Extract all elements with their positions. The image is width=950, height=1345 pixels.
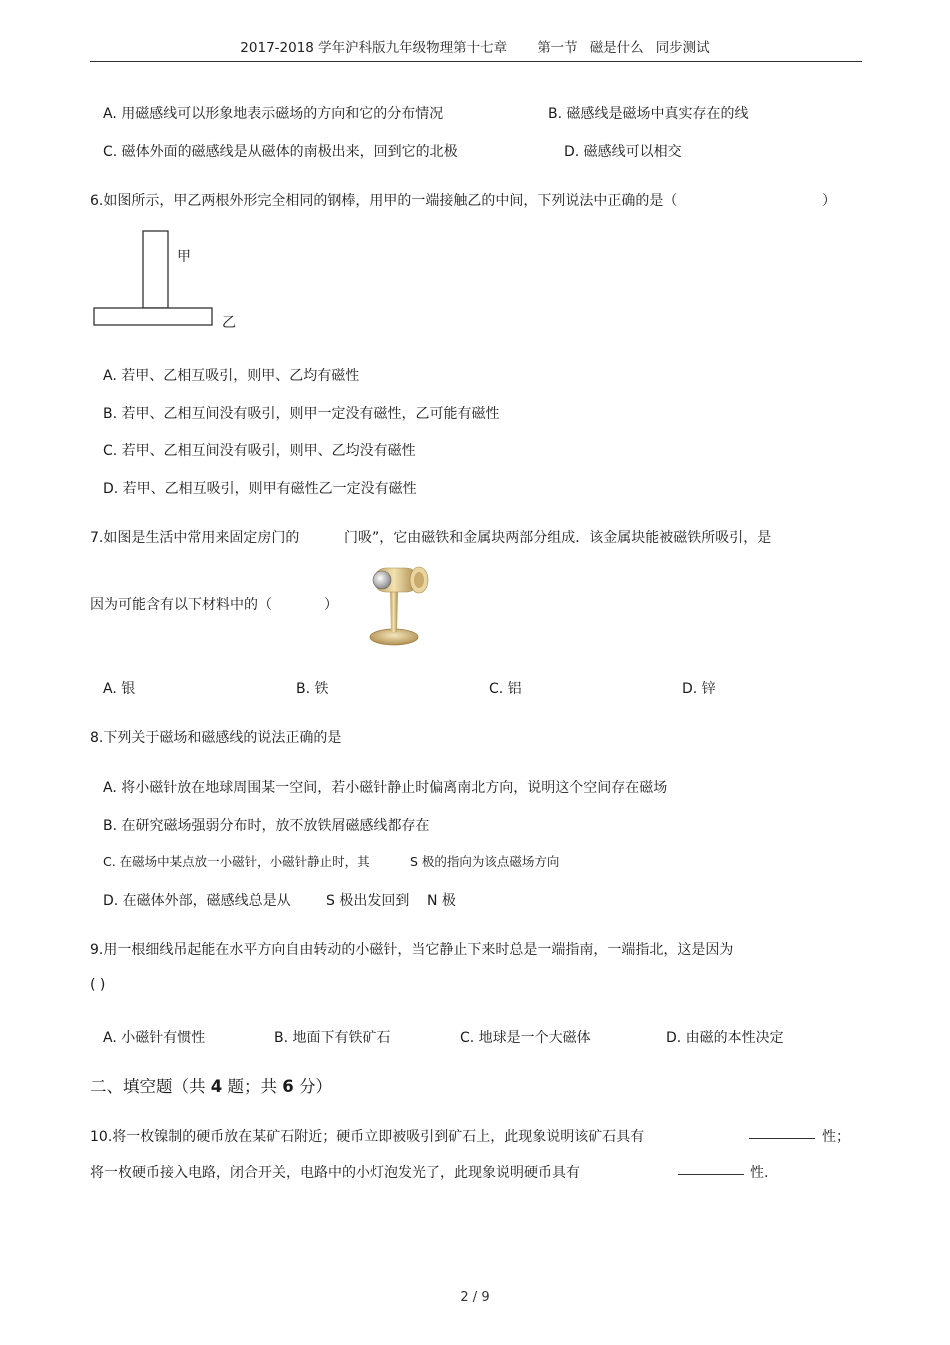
door-stop-icon bbox=[360, 556, 436, 650]
q9-option-c: C. 地球是一个大磁体 bbox=[460, 1030, 591, 1046]
rod-jia bbox=[143, 231, 168, 308]
q5-option-a: A. 用磁感线可以形象地表示磁场的方向和它的分布情况 bbox=[103, 106, 444, 122]
section-heading-pre: 二、填空题（共 bbox=[90, 1077, 206, 1096]
page-number: 2 / 9 bbox=[460, 1290, 490, 1305]
q6-option-d: D. 若甲、乙相互吸引，则甲有磁性乙一定没有磁性 bbox=[103, 481, 417, 497]
q8-option-c-part2: S 极的指向为该点磁场方向 bbox=[410, 854, 560, 869]
q7-stem-part2: 门吸”，它由磁铁和金属块两部分组成．该金属块能被磁铁所吸引，是 bbox=[344, 530, 772, 546]
door-stop-image bbox=[360, 556, 436, 650]
q6-stem: 6.如图所示，甲乙两根外形完全相同的钢棒，用甲的一端接触乙的中间，下列说法中正确的是（ bbox=[90, 193, 678, 209]
q8-option-c-part1: C. 在磁场中某点放一小磁针，小磁针静止时，其 bbox=[103, 854, 370, 869]
section-total-points: 6 bbox=[282, 1077, 294, 1096]
q6-option-b: B. 若甲、乙相互间没有吸引，则甲一定没有磁性，乙可能有磁性 bbox=[103, 406, 500, 422]
header-test: 同步测试 bbox=[655, 40, 710, 56]
q10-line2: 将一枚硬币接入电路，闭合开关，电路中的小灯泡发光了，此现象说明硬币具有 bbox=[90, 1165, 580, 1181]
q9-option-d: D. 由磁的本性决定 bbox=[666, 1030, 784, 1046]
rod-yi bbox=[94, 308, 212, 325]
q9-option-b: B. 地面下有铁矿石 bbox=[274, 1030, 391, 1046]
section-heading-fill-in bbox=[90, 1073, 332, 1097]
label-jia: 甲 bbox=[177, 249, 191, 265]
q9-option-a: A. 小磁针有惯性 bbox=[103, 1030, 206, 1046]
q8-stem: 8.下列关于磁场和磁感线的说法正确的是 bbox=[90, 730, 342, 746]
q8-option-a: A. 将小磁针放在地球周围某一空间，若小磁针静止时偏离南北方向，说明这个空间存在磁场 bbox=[103, 780, 668, 796]
q6-close-paren: ） bbox=[822, 193, 836, 209]
header-topic: 磁是什么 bbox=[589, 40, 644, 56]
q7-option-c: C. 铝 bbox=[489, 681, 522, 697]
q8-option-d-part2: S 极出发回到 bbox=[326, 893, 410, 909]
q7-stem-line2: 因为可能含有以下材料中的（ bbox=[90, 597, 272, 613]
section-heading-mid: 题；共 bbox=[227, 1077, 277, 1096]
q10-suffix-1: 性； bbox=[822, 1129, 850, 1145]
q5-option-b: B. 磁感线是磁场中真实存在的线 bbox=[548, 106, 749, 122]
q9-paren: ( ) bbox=[90, 977, 106, 993]
q10-blank-1 bbox=[749, 1126, 815, 1143]
q5-option-c: C. 磁体外面的磁感线是从磁体的南极出来，回到它的北极 bbox=[103, 144, 458, 160]
header-title: 2017-2018 学年沪科版九年级物理第十七章 bbox=[240, 40, 508, 56]
q8-option-d-part1: D. 在磁体外部，磁感线总是从 bbox=[103, 893, 291, 909]
q5-option-d: D. 磁感线可以相交 bbox=[564, 144, 682, 160]
q10-suffix-2: 性. bbox=[750, 1165, 769, 1181]
page-header bbox=[0, 36, 950, 56]
header-section: 第一节 bbox=[537, 40, 578, 56]
q8-option-b: B. 在研究磁场强弱分布时，放不放铁屑磁感线都存在 bbox=[103, 818, 430, 834]
q7-option-a: A. 银 bbox=[103, 681, 136, 697]
q9-stem: 9.用一根细线吊起能在水平方向自由转动的小磁针，当它静止下来时总是一端指南，一端指北，这是因为 bbox=[90, 942, 734, 958]
q7-option-b: B. 铁 bbox=[296, 681, 329, 697]
section-question-count: 4 bbox=[210, 1077, 223, 1096]
q7-option-d: D. 锌 bbox=[682, 681, 716, 697]
q6-option-c: C. 若甲、乙相互间没有吸引，则甲、乙均没有磁性 bbox=[103, 443, 416, 459]
label-yi: 乙 bbox=[222, 315, 236, 331]
q10-line1: 10.将一枚镍制的硬币放在某矿石附近；硬币立即被吸引到矿石上，此现象说明该矿石具有 bbox=[90, 1129, 645, 1145]
q7-close-paren: ） bbox=[324, 597, 338, 613]
q7-stem-part1: 7.如图是生活中常用来固定房门的 bbox=[90, 530, 300, 546]
q6-option-a: A. 若甲、乙相互吸引，则甲、乙均有磁性 bbox=[103, 368, 360, 384]
q8-option-d-part3: N 极 bbox=[427, 893, 456, 909]
section-heading-post: 分） bbox=[298, 1077, 332, 1096]
header-rule bbox=[90, 61, 862, 62]
q10-blank-2 bbox=[678, 1162, 744, 1179]
